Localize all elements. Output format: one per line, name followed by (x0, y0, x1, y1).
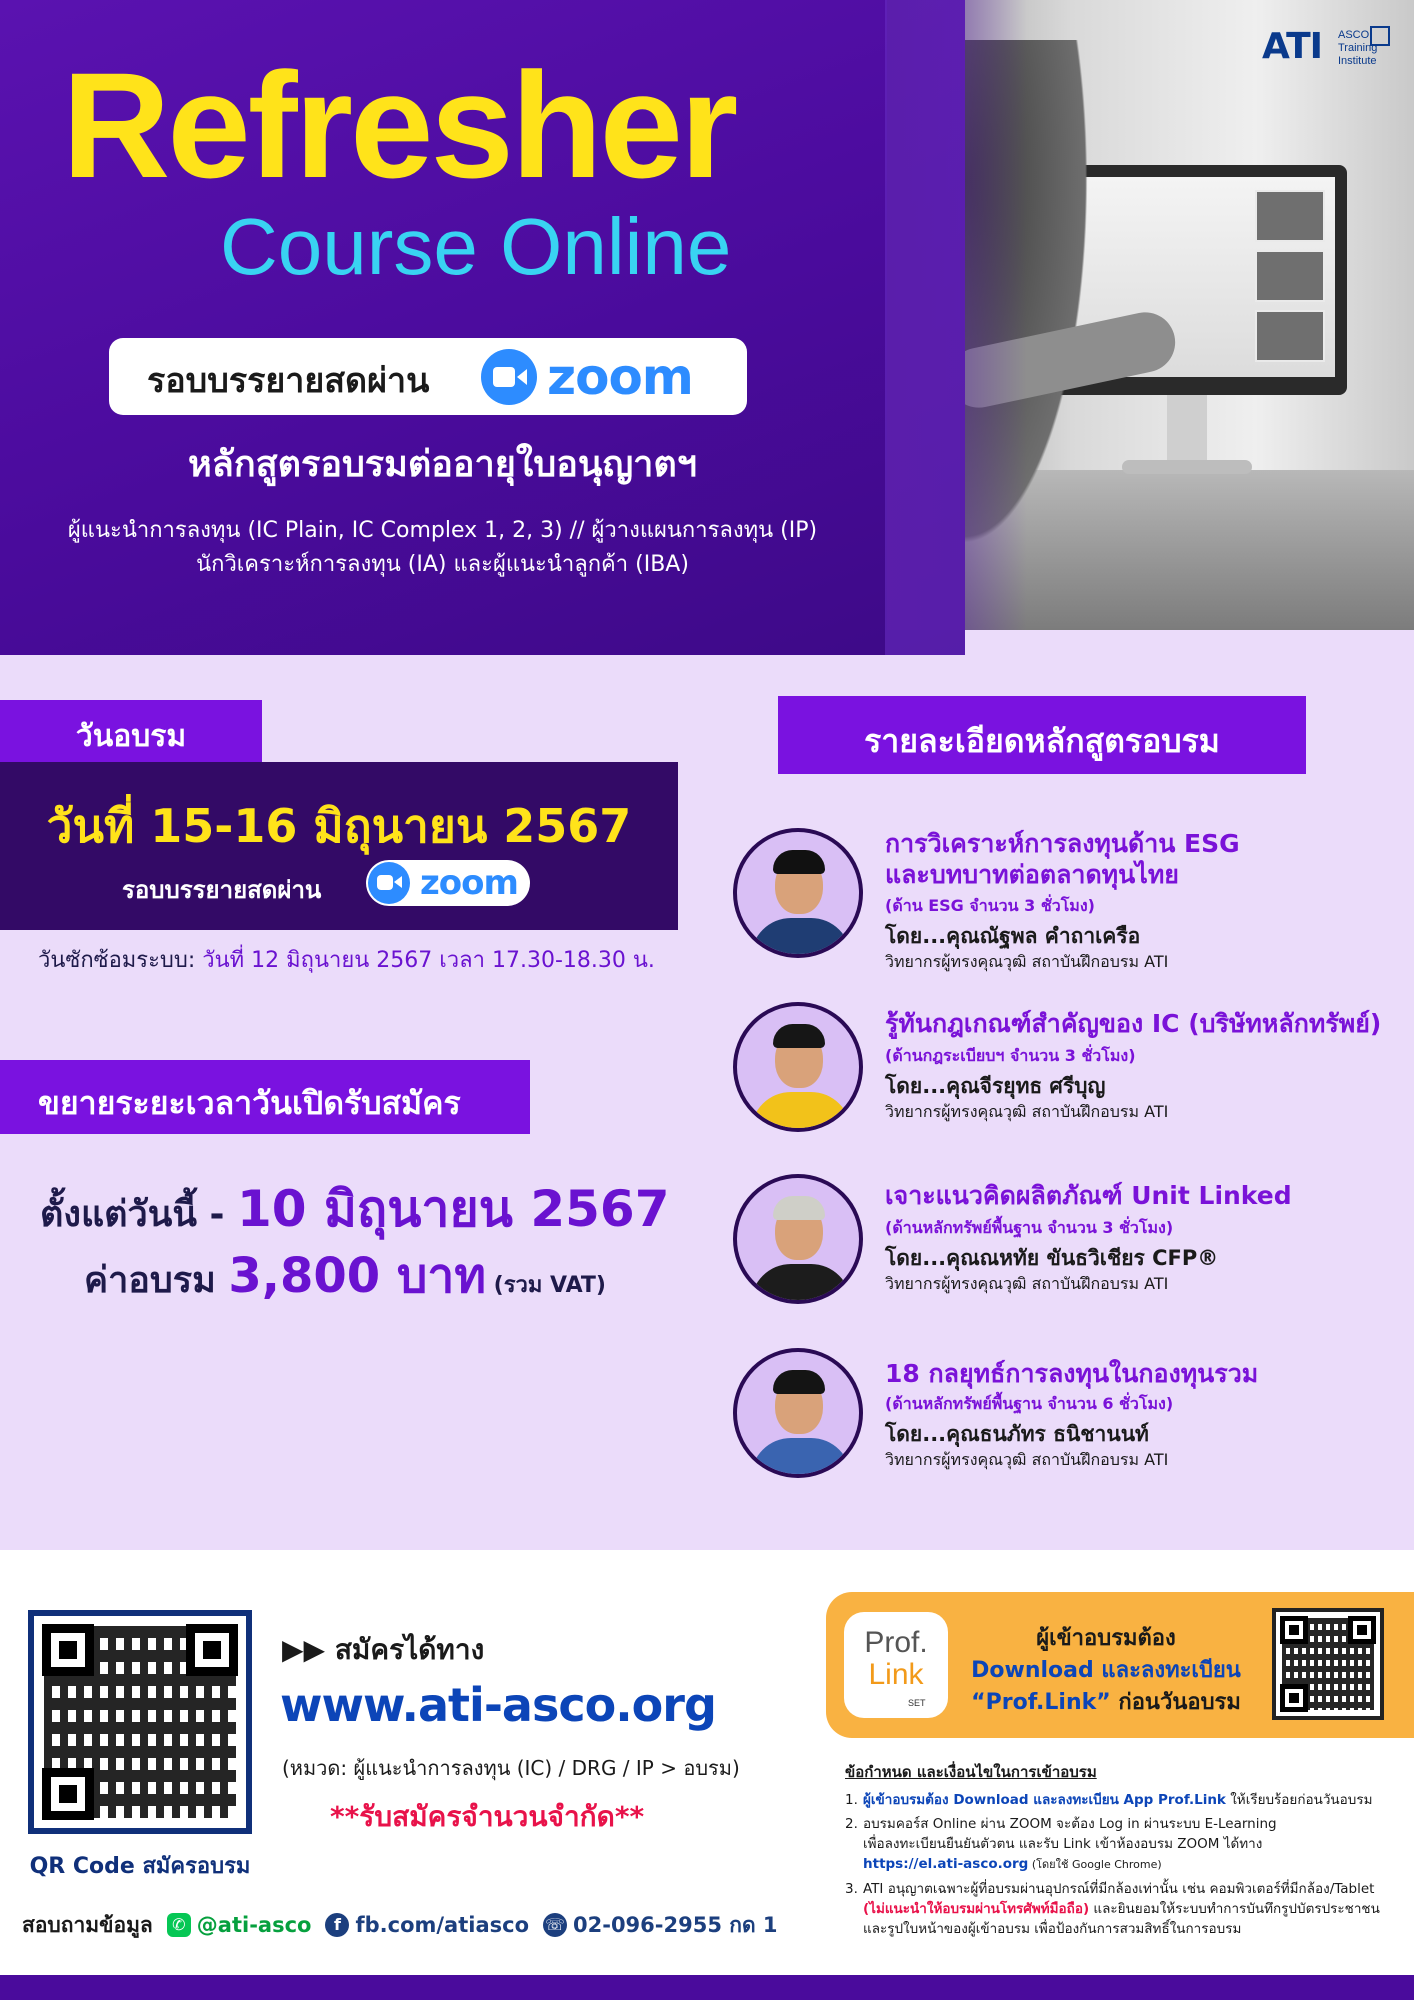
qr-finder (42, 1624, 94, 1676)
speaker-avatar (733, 828, 863, 958)
speaker-card (733, 1348, 1393, 1498)
logo-square-icon (1370, 26, 1390, 46)
contact-bar (22, 1910, 778, 1940)
zoom-pill-text: รอบบรรยายสดผ่าน (147, 361, 430, 401)
speaker-role: วิทยากรผู้ทรงคุณวุฒิ สถาบันฝึกอบรม ATI (885, 1450, 1169, 1469)
contact-label: สอบถามข้อมูล (22, 1912, 153, 1937)
qr-finder (1348, 1616, 1376, 1644)
contact-phone[interactable] (543, 1909, 778, 1942)
speaker-card (733, 828, 1393, 978)
prof-link-app-icon (844, 1612, 948, 1718)
term-text (863, 1790, 1372, 1810)
term-item (845, 1790, 1405, 1810)
photo-monitor-base (1122, 460, 1252, 474)
term-line: ATI อนุญาตเฉพาะผู้ที่อบรมผ่านอุปกรณ์ที่มีกล้องเท่านั้น เช่น คอมพิวเตอร์ที่มีกล้อง/Tablet (863, 1881, 1375, 1897)
hero-audience-line: นักวิเคราะห์การลงทุน (IA) และผู้แนะนำลูกค้า (IBA) (196, 552, 689, 577)
speaker-topic-line: รู้ทันกฎเกณฑ์สำคัญของ IC (บริษัทหลักทรัพย์) (885, 1009, 1382, 1038)
term-number: 2. (845, 1816, 858, 1832)
contact-line[interactable] (167, 1913, 312, 1937)
speaker-hours: (ด้านหลักทรัพย์พื้นฐาน จำนวน 3 ชั่วโมง) (885, 1218, 1174, 1237)
rehearsal-value: วันที่ 12 มิถุนายน 2567 เวลา 17.30-18.30 น. (202, 948, 655, 973)
speaker-avatar (733, 1002, 863, 1132)
term-rest: ให้เรียบร้อยก่อนวันอบรม (1225, 1792, 1373, 1808)
avatar-hair (773, 850, 825, 874)
speaker-hours: (ด้านหลักทรัพย์พื้นฐาน จำนวน 6 ชั่วโมง) (885, 1394, 1174, 1413)
registration-tab-label: ขยายระยะเวลาวันเปิดรับสมัคร (38, 1084, 461, 1122)
zoom-pill (109, 338, 747, 415)
avatar-hair (773, 1196, 825, 1220)
term-item (845, 1879, 1405, 1939)
apply-via-label: ▶▶ สมัครได้ทาง (282, 1633, 485, 1666)
training-date-box (0, 762, 678, 930)
line-icon: ✆ (167, 1913, 191, 1937)
term-text (863, 1879, 1380, 1939)
logo-sub-line: ASCO (1338, 29, 1370, 41)
avatar-hair (773, 1024, 825, 1048)
prof-link-banner (826, 1592, 1414, 1738)
zoom-wordmark: zoom (547, 348, 693, 406)
speaker-role: วิทยากรผู้ทรงคุณวุฒิ สถาบันฝึกอบรม ATI (885, 1274, 1169, 1293)
speaker-avatar (733, 1348, 863, 1478)
prof-app-word: Link (868, 1658, 924, 1691)
zoom-camera-icon (481, 349, 537, 405)
rehearsal-label: วันซักซ้อมระบบ: (38, 948, 203, 973)
term-number: 3. (845, 1881, 858, 1897)
term-line: เพื่อลงทะเบียนยืนยันตัวตน และรับ Link เข้าห้องอบรม ZOOM ได้ทาง (863, 1836, 1263, 1852)
phone-icon: ☏ (543, 1913, 567, 1937)
contact-facebook[interactable] (325, 1913, 529, 1937)
prof-app-word: Prof. (864, 1626, 928, 1659)
prof-line-rest: ก่อนวันอบรม (1110, 1690, 1241, 1715)
prof-line (966, 1684, 1246, 1719)
rehearsal-date (38, 942, 655, 977)
photo-video-tile (1255, 190, 1325, 242)
speaker-avatar (733, 1174, 863, 1304)
zoom-camera-icon (368, 862, 410, 904)
apply-url-link[interactable]: www.ati-asco.org (280, 1678, 716, 1732)
speaker-card (733, 1174, 1393, 1324)
registration-qr-code[interactable] (28, 1610, 252, 1834)
zoom-logo (481, 348, 693, 406)
terms-title: ข้อกำหนด และเงื่อนไขในการเข้าอบรม (845, 1763, 1097, 1781)
term-line: และยินยอมให้ระบบทำการบันทึกรูปบัตรประชาชน (1089, 1901, 1380, 1917)
speaker-topic (885, 828, 1240, 890)
speaker-name: โดย...คุณธนภัทร ธนิชานนท์ (885, 1422, 1149, 1446)
speaker-card (733, 1002, 1393, 1152)
fee-amount: 3,800 บาท (228, 1248, 486, 1304)
registration-fee (0, 1238, 860, 1314)
term-item (845, 1814, 1405, 1875)
apply-category: (หมวด: ผู้แนะนำการลงทุน (IC) / DRG / IP > อบรม) (282, 1756, 740, 1780)
speaker-topic (885, 1180, 1292, 1211)
photo-monitor-stand (1167, 395, 1207, 465)
hero-audience-line: ผู้แนะนำการลงทุน (IC Plain, IC Complex 1, 2, 3) // ผู้วางแผนการลงทุน (IP) (67, 518, 818, 543)
term-note: (โดยใช้ Google Chrome) (1028, 1858, 1162, 1871)
logo-sub-line: Institute (1338, 55, 1377, 67)
logo-sub-line: Training (1338, 42, 1378, 54)
registration-tab (0, 1060, 530, 1134)
term-warning: (ไม่แนะนำให้อบรมผ่านโทรศัพท์มือถือ) (863, 1901, 1090, 1917)
training-date: วันที่ 15-16 มิถุนายน 2567 (46, 799, 632, 853)
speaker-topic-line: เจาะแนวคิดผลิตภัณฑ์ Unit Linked (885, 1181, 1292, 1210)
qr-caption: QR Code สมัครอบรม (29, 1854, 251, 1879)
ati-logo (1262, 26, 1392, 76)
avatar-body (751, 1092, 851, 1132)
logo-brand: ATI (1262, 26, 1323, 67)
hero-subtitle: Course Online (220, 202, 732, 291)
prof-line: ผู้เข้าอบรมต้อง (1036, 1626, 1176, 1651)
speaker-topic (885, 1008, 1381, 1039)
hero-photo-fade (887, 0, 1027, 630)
zoom-logo (366, 860, 530, 906)
qr-finder (1280, 1616, 1308, 1644)
term-line: และรูปใบหน้าของผู้เข้าอบรม เพื่อป้องกันการสวมสิทธิ์ในการอบรม (863, 1921, 1242, 1937)
facebook-icon: f (325, 1913, 349, 1937)
speaker-role: วิทยากรผู้ทรงคุณวุฒิ สถาบันฝึกอบรม ATI (885, 1102, 1169, 1121)
prof-app-name: “Prof.Link” (971, 1690, 1111, 1715)
avatar-body (751, 918, 851, 958)
elearning-link[interactable]: https://el.ati-asco.org (863, 1856, 1029, 1872)
course-details-tab-label: รายละเอียดหลักสูตรอบรม (864, 722, 1220, 760)
course-details-tab (778, 696, 1306, 774)
deadline-label: ตั้งแต่วันนี้ - (40, 1194, 237, 1235)
speaker-name: โดย...คุณณหทัย ขันธวิเชียร CFP® (885, 1246, 1219, 1270)
term-text (863, 1814, 1277, 1875)
speaker-name: โดย...คุณจีรยุทธ ศรีบุญ (885, 1074, 1106, 1098)
speaker-name: โดย...คุณณัฐพล คำถาเครือ (885, 924, 1141, 948)
set-logo: SET (908, 1698, 926, 1708)
training-date-tab (0, 700, 262, 762)
training-date-tab-label: วันอบรม (75, 719, 187, 754)
deadline-date: 10 มิถุนายน 2567 (236, 1180, 670, 1238)
hero-course-name: หลักสูตรอบรมต่ออายุใบอนุญาตฯ (188, 444, 697, 485)
avatar-body (751, 1264, 851, 1304)
facebook-url: fb.com/atiasco (355, 1913, 529, 1937)
speaker-topic-line: 18 กลยุทธ์การลงทุนในกองทุนรวม (885, 1359, 1259, 1388)
line-id: @ati-asco (196, 1913, 312, 1937)
prof-link-qr-code[interactable] (1272, 1608, 1384, 1720)
training-zoom-text: รอบบรรยายสดผ่าน (122, 876, 322, 904)
fee-label: ค่าอบรม (84, 1260, 229, 1301)
speaker-topic (885, 1358, 1258, 1389)
term-number: 1. (845, 1792, 858, 1808)
speaker-topic-line: การวิเคราะห์การลงทุนด้าน ESG (885, 829, 1240, 858)
speaker-topic-line: และบทบาทต่อตลาดทุนไทย (885, 860, 1179, 889)
avatar-hair (773, 1370, 825, 1394)
speaker-hours: (ด้านกฎระเบียบฯ จำนวน 3 ชั่วโมง) (885, 1046, 1136, 1065)
limited-seats-notice: **รับสมัครจำนวนจำกัด** (330, 1800, 645, 1833)
footer-bar (0, 1975, 1414, 2000)
fee-vat: (รวม VAT) (485, 1273, 606, 1298)
term-line: อบรมคอร์ส Online ผ่าน ZOOM จะต้อง Log in ผ่านระบบ E-Learning (863, 1816, 1277, 1832)
speaker-role: วิทยากรผู้ทรงคุณวุฒิ สถาบันฝึกอบรม ATI (885, 952, 1169, 971)
qr-finder (1280, 1684, 1308, 1712)
avatar-body (751, 1438, 851, 1478)
qr-finder (42, 1768, 94, 1820)
term-highlight: ผู้เข้าอบรมต้อง Download และลงทะเบียน App Prof.Link (863, 1792, 1226, 1808)
photo-video-tile (1255, 310, 1325, 362)
phone-number: 02-096-2955 กด 1 (573, 1912, 778, 1937)
hero-title: Refresher (62, 41, 736, 209)
prof-line: Download และลงทะเบียน (971, 1658, 1241, 1683)
qr-finder (186, 1624, 238, 1676)
zoom-wordmark: zoom (420, 863, 518, 903)
speaker-hours: (ด้าน ESG จำนวน 3 ชั่วโมง) (885, 896, 1095, 915)
terms-section (845, 1762, 1405, 1943)
photo-video-tile (1255, 250, 1325, 302)
